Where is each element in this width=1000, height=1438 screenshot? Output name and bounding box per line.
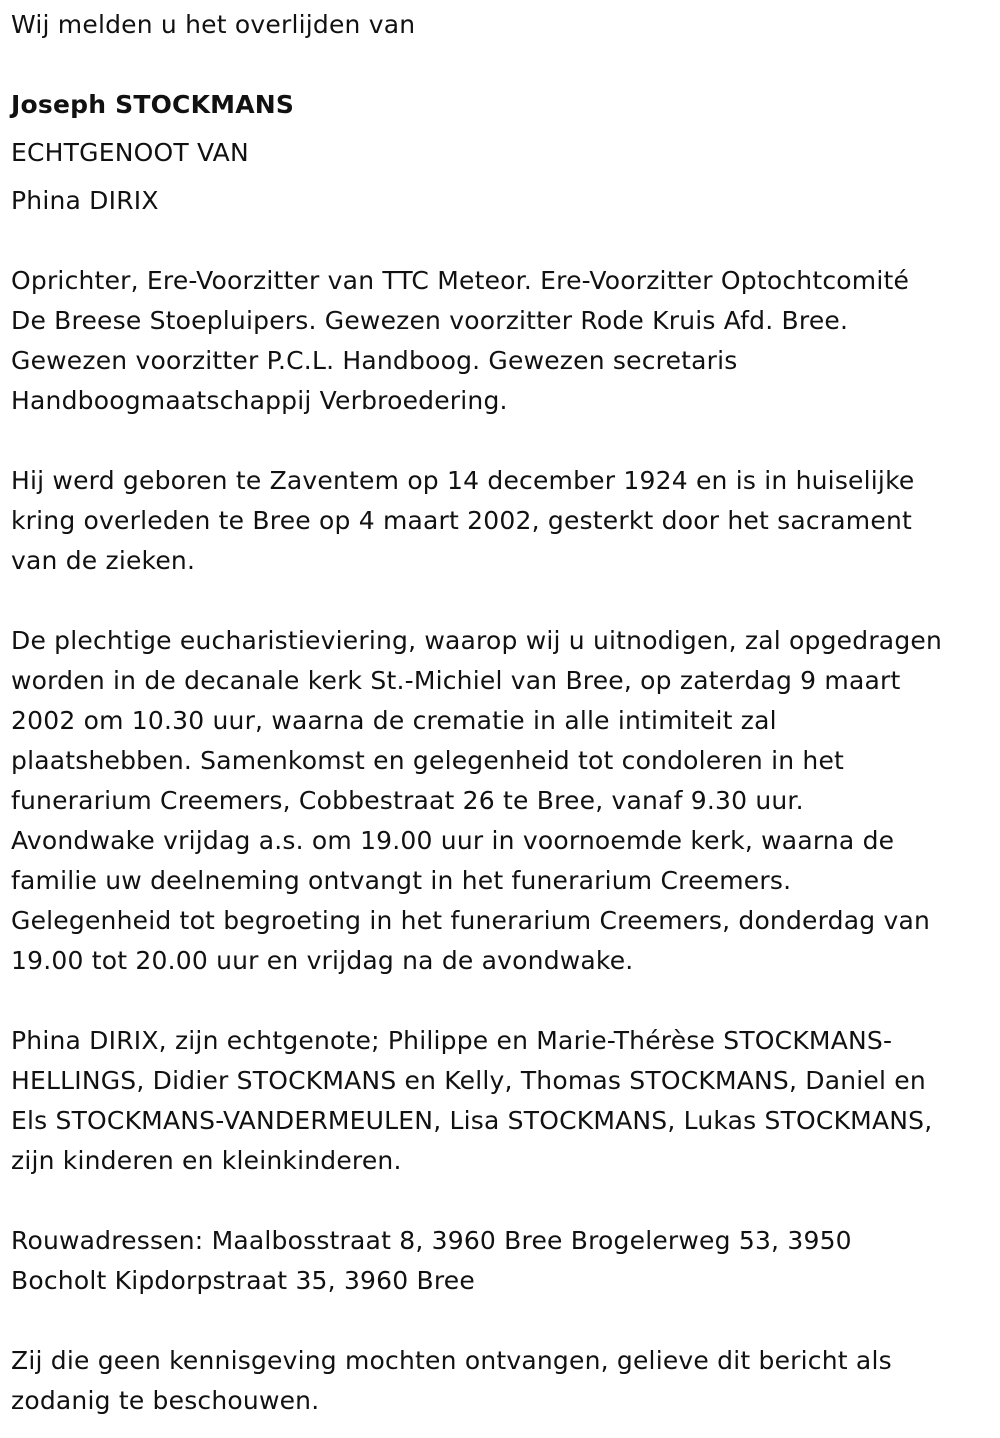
paragraph-line: 2002 om 10.30 uur, waarna de crematie in alle intimiteit zal	[11, 706, 777, 735]
intro-text: Wij melden u het overlijden van	[11, 10, 416, 39]
paragraph-line: 19.00 tot 20.00 uur en vrijdag na de avondwake.	[11, 946, 634, 975]
paragraph-line: Bocholt Kipdorpstraat 35, 3960 Bree	[11, 1266, 475, 1295]
paragraph-line: De plechtige eucharistieviering, waarop wij u uitnodigen, zal opgedragen	[11, 626, 943, 655]
paragraph-line: Oprichter, Ere-Voorzitter van TTC Meteor. Ere-Voorzitter Optochtcomité	[11, 266, 910, 295]
paragraph-line: Els STOCKMANS-VANDERMEULEN, Lisa STOCKMANS, Lukas STOCKMANS,	[11, 1106, 933, 1135]
paragraph-line: Avondwake vrijdag a.s. om 19.00 uur in voornoemde kerk, waarna de	[11, 826, 895, 855]
deceased-name: Joseph STOCKMANS	[11, 90, 295, 119]
paragraph-line: Handboogmaatschappij Verbroedering.	[11, 386, 508, 415]
paragraph-line: Phina DIRIX, zijn echtgenote; Philippe en Marie-Thérèse STOCKMANS-	[11, 1026, 893, 1055]
paragraph-line: plaatshebben. Samenkomst en gelegenheid tot condoleren in het	[11, 746, 845, 775]
paragraph-line: HELLINGS, Didier STOCKMANS en Kelly, Thomas STOCKMANS, Daniel en	[11, 1066, 926, 1095]
paragraph-line: van de zieken.	[11, 546, 196, 575]
paragraph-line: zijn kinderen en kleinkinderen.	[11, 1146, 402, 1175]
paragraph-line: Hij werd geboren te Zaventem op 14 december 1924 en is in huiselijke	[11, 466, 915, 495]
paragraph-line: familie uw deelneming ontvangt in het funerarium Creemers.	[11, 866, 792, 895]
paragraph-line: De Breese Stoepluipers. Gewezen voorzitter Rode Kruis Afd. Bree.	[11, 306, 849, 335]
paragraph-line: Rouwadressen: Maalbosstraat 8, 3960 Bree Brogelerweg 53, 3950	[11, 1226, 852, 1255]
paragraph-line: kring overleden te Bree op 4 maart 2002, gesterkt door het sacrament	[11, 506, 912, 535]
paragraph-line: worden in de decanale kerk St.-Michiel van Bree, op zaterdag 9 maart	[11, 666, 901, 695]
paragraph-line: Zij die geen kennisgeving mochten ontvangen, gelieve dit bericht als	[11, 1346, 892, 1375]
relation-text: ECHTGENOOT VAN	[11, 138, 249, 167]
paragraph-line: zodanig te beschouwen.	[11, 1386, 320, 1415]
paragraph-line: funerarium Creemers, Cobbestraat 26 te Bree, vanaf 9.30 uur.	[11, 786, 804, 815]
paragraph-line: Gewezen voorzitter P.C.L. Handboog. Gewezen secretaris	[11, 346, 738, 375]
spouse-name: Phina DIRIX	[11, 186, 159, 215]
paragraph-line: Gelegenheid tot begroeting in het funerarium Creemers, donderdag van	[11, 906, 931, 935]
